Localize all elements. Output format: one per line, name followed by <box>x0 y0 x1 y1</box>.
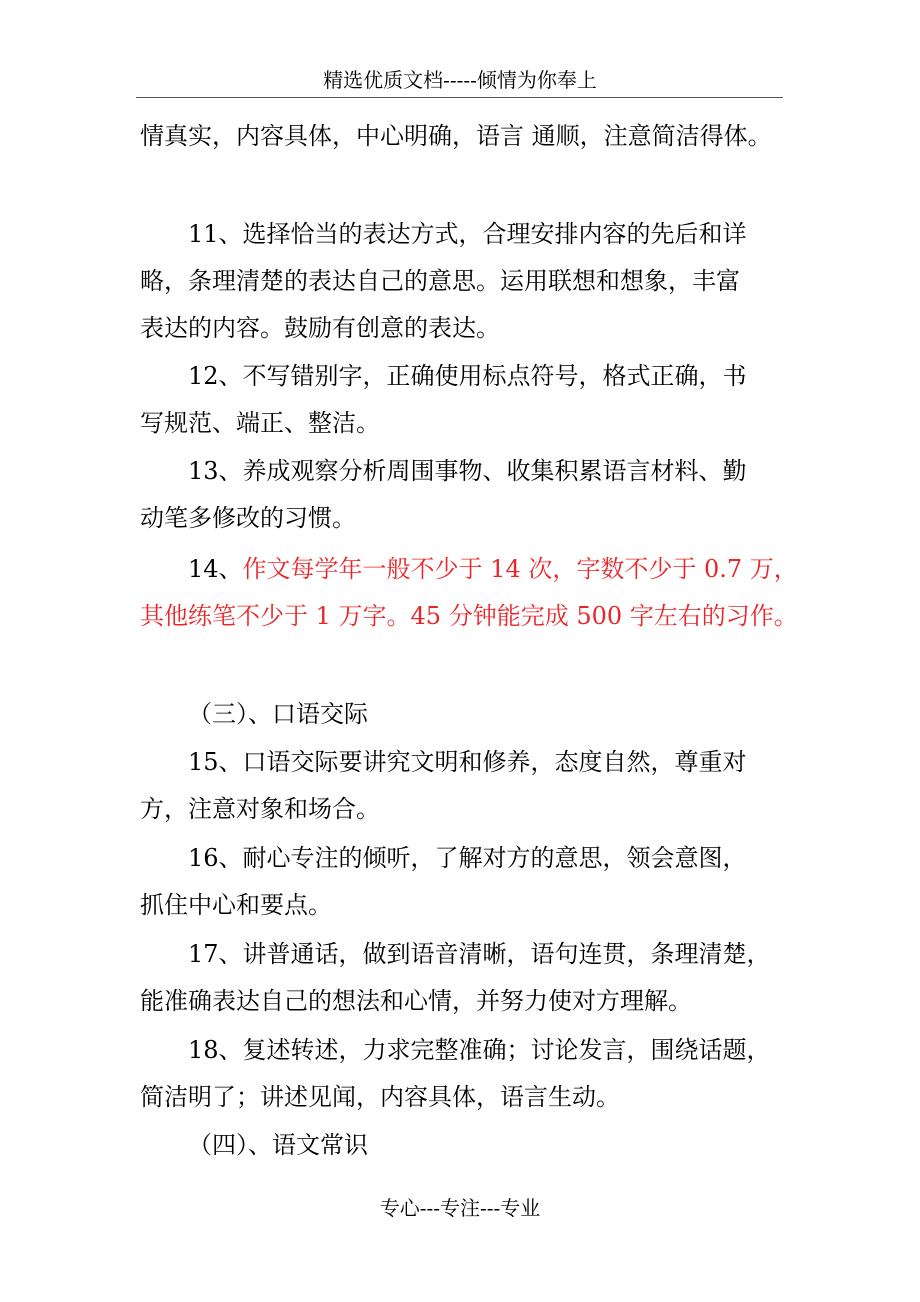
item-number: 14、 <box>188 555 243 583</box>
section-heading: （三）、口语交际 <box>188 700 368 728</box>
paragraph-line: 12、不写错别字，正确使用标点符号，格式正确，书 <box>188 362 747 390</box>
paragraph-line: 16、耐心专注的倾听，了解对方的意思，领会意图， <box>188 844 747 872</box>
paragraph-line: 18、复述转述，力求完整准确；讨论发言，围绕话题， <box>188 1036 771 1064</box>
section-heading: （四）、语文常识 <box>188 1131 368 1159</box>
paragraph-line: 17、讲普通话，做到语音清晰，语句连贯，条理清楚， <box>188 940 771 968</box>
paragraph-line: 能准确表达自己的想法和心情，并努力使对方理解。 <box>140 987 692 1015</box>
paragraph-line: 11、选择恰当的表达方式，合理安排内容的先后和详 <box>188 220 747 248</box>
paragraph-line: 抓住中心和要点。 <box>140 891 332 919</box>
paragraph-line: 方，注意对象和场合。 <box>140 795 380 823</box>
paragraph-line: 情真实，内容具体，中心明确，语言 通顺，注意简洁得体。 <box>140 122 772 150</box>
paragraph-line: 简洁明了；讲述见闻，内容具体，语言生动。 <box>140 1083 620 1111</box>
page-header: 精选优质文档-----倾情为你奉上 <box>323 68 597 92</box>
paragraph-line: 其他练笔不少于 1 万字。45 分钟能完成 500 字左右的习作。 <box>140 602 798 630</box>
header-rule <box>136 97 783 98</box>
paragraph-line: 表达的内容。鼓励有创意的表达。 <box>140 314 500 342</box>
page-footer: 专心---专注---专业 <box>379 1196 541 1220</box>
paragraph-line: 15、口语交际要讲究文明和修养，态度自然，尊重对 <box>188 748 747 776</box>
paragraph-line: 写规范、端正、整洁。 <box>140 409 380 437</box>
paragraph-line: 略，条理清楚的表达自己的意思。运用联想和想象，丰富 <box>140 267 740 295</box>
paragraph-line: 动笔多修改的习惯。 <box>140 504 356 532</box>
highlight-text: 作文每学年一般不少于 14 次，字数不少于 0.7 万， <box>242 555 798 583</box>
paragraph-line <box>188 553 848 585</box>
paragraph-line: 13、养成观察分析周围事物、收集积累语言材料、勤 <box>188 457 747 485</box>
